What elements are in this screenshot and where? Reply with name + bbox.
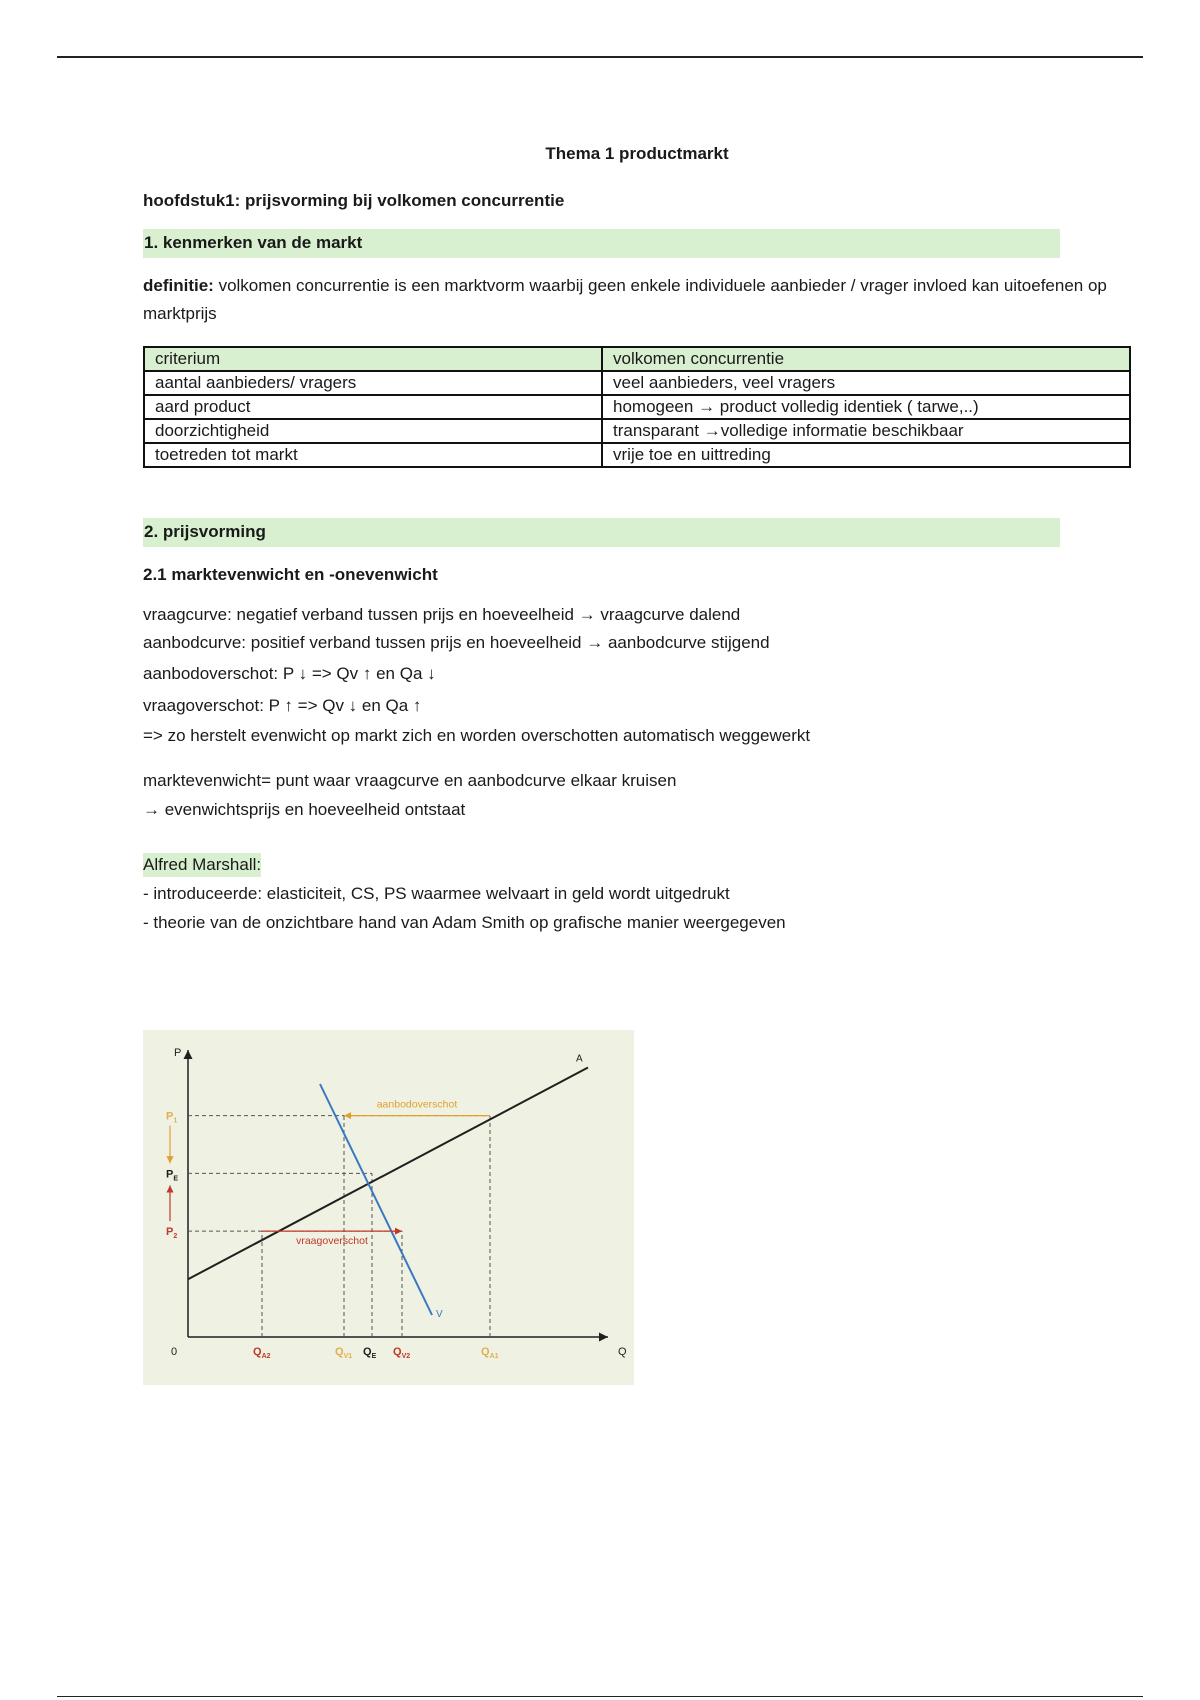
text-line: - theorie van de onzichtbare hand van Adam Smith op grafische manier weergegeven: [143, 913, 786, 932]
price-label: $P_2$: [166, 1226, 178, 1241]
quantity-label: $Q_{V1}$: [335, 1346, 353, 1360]
table-cell: aantal aanbieders/ vragers: [144, 371, 602, 395]
market-equilibrium-chart: [143, 1030, 634, 1385]
subsection-heading: 2.1 marktevenwicht en -onevenwicht: [143, 565, 438, 584]
table-cell: doorzichtigheid: [144, 419, 602, 443]
text-line: marktevenwicht= punt waar vraagcurve en aanbodcurve elkaar kruisen: [143, 771, 677, 790]
marshall-block: [143, 850, 1133, 937]
quantity-label: $Q_{A2}$: [253, 1346, 271, 1360]
marshall-heading: Alfred Marshall:: [143, 853, 261, 877]
criteria-table: [143, 346, 1131, 468]
top-rule: [57, 56, 1143, 58]
table-row: [144, 419, 1130, 443]
bottom-rule: [57, 1696, 1143, 1697]
table-row: [144, 443, 1130, 467]
table-cell: vrije toe en uittreding: [602, 443, 1130, 467]
text-line: aanbodcurve: positief verband tussen prijs en hoeveelheid → aanbodcurve stijgend: [143, 633, 770, 652]
text-line: → evenwichtsprijs en hoeveelheid ontstaat: [143, 800, 466, 819]
chart-svg: [143, 1030, 634, 1385]
chapter-heading: hoofdstuk1: prijsvorming bij volkomen concurrentie: [143, 191, 565, 210]
text-line: vraagcurve: negatief verband tussen prijs en hoeveelheid → vraagcurve dalend: [143, 605, 741, 624]
quantity-label: $Q_E$: [363, 1346, 377, 1360]
table-header-cell: volkomen concurrentie: [602, 347, 1130, 371]
definition-text: volkomen concurrentie is een marktvorm waarbij geen enkele individuele aanbieder / vrager invloed kan uitoefenen op marktprijs: [143, 276, 1107, 323]
text-line: aanbodoverschot: P ↓ => Qv ↑ en Qa ↓: [143, 664, 436, 683]
page-title: Thema 1 productmarkt: [545, 144, 729, 163]
section-heading-2: 2. prijsvorming: [143, 518, 1060, 547]
surplus-label: aanbodoverschot: [376, 1098, 458, 1111]
table-row: [144, 371, 1130, 395]
quantity-label: $Q_{V2}$: [393, 1346, 411, 1360]
x-axis-label: Q: [618, 1346, 627, 1358]
table-row: [144, 395, 1130, 419]
table-header-row: [144, 347, 1130, 371]
price-label: $P_1$: [166, 1110, 178, 1125]
quantity-label: $Q_{A1}$: [481, 1346, 499, 1360]
price-label: $P_E$: [166, 1168, 179, 1183]
curve-label-v: V: [436, 1309, 443, 1320]
table-cell: homogeen → product volledig identiek ( tarwe,..): [602, 395, 1130, 419]
table-cell: toetreden tot markt: [144, 443, 602, 467]
curve-label-a: A: [576, 1053, 583, 1065]
text-line: => zo herstelt evenwicht op markt zich en worden overschotten automatisch weggewerkt: [143, 726, 811, 745]
y-axis-label: P: [174, 1047, 182, 1059]
section-heading-1: 1. kenmerken van de markt: [143, 229, 1060, 258]
surplus-label: vraagoverschot: [296, 1235, 368, 1248]
table-cell: veel aanbieders, veel vragers: [602, 371, 1130, 395]
curve-explanation: [143, 601, 1133, 750]
definition-paragraph: [143, 272, 1133, 328]
equilibrium-definition: [143, 766, 1133, 824]
table-cell: transparant →volledige informatie beschikbaar: [602, 419, 1130, 443]
text-line: - introduceerde: elasticiteit, CS, PS waarmee welvaart in geld wordt uitgedrukt: [143, 884, 730, 903]
definition-label: definitie:: [143, 276, 214, 295]
table-header-cell: criterium: [144, 347, 602, 371]
document-body: [143, 138, 1133, 937]
table-cell: aard product: [144, 395, 602, 419]
origin-label: 0: [171, 1346, 178, 1358]
text-line: vraagoverschot: P ↑ => Qv ↓ en Qa ↑: [143, 696, 422, 715]
